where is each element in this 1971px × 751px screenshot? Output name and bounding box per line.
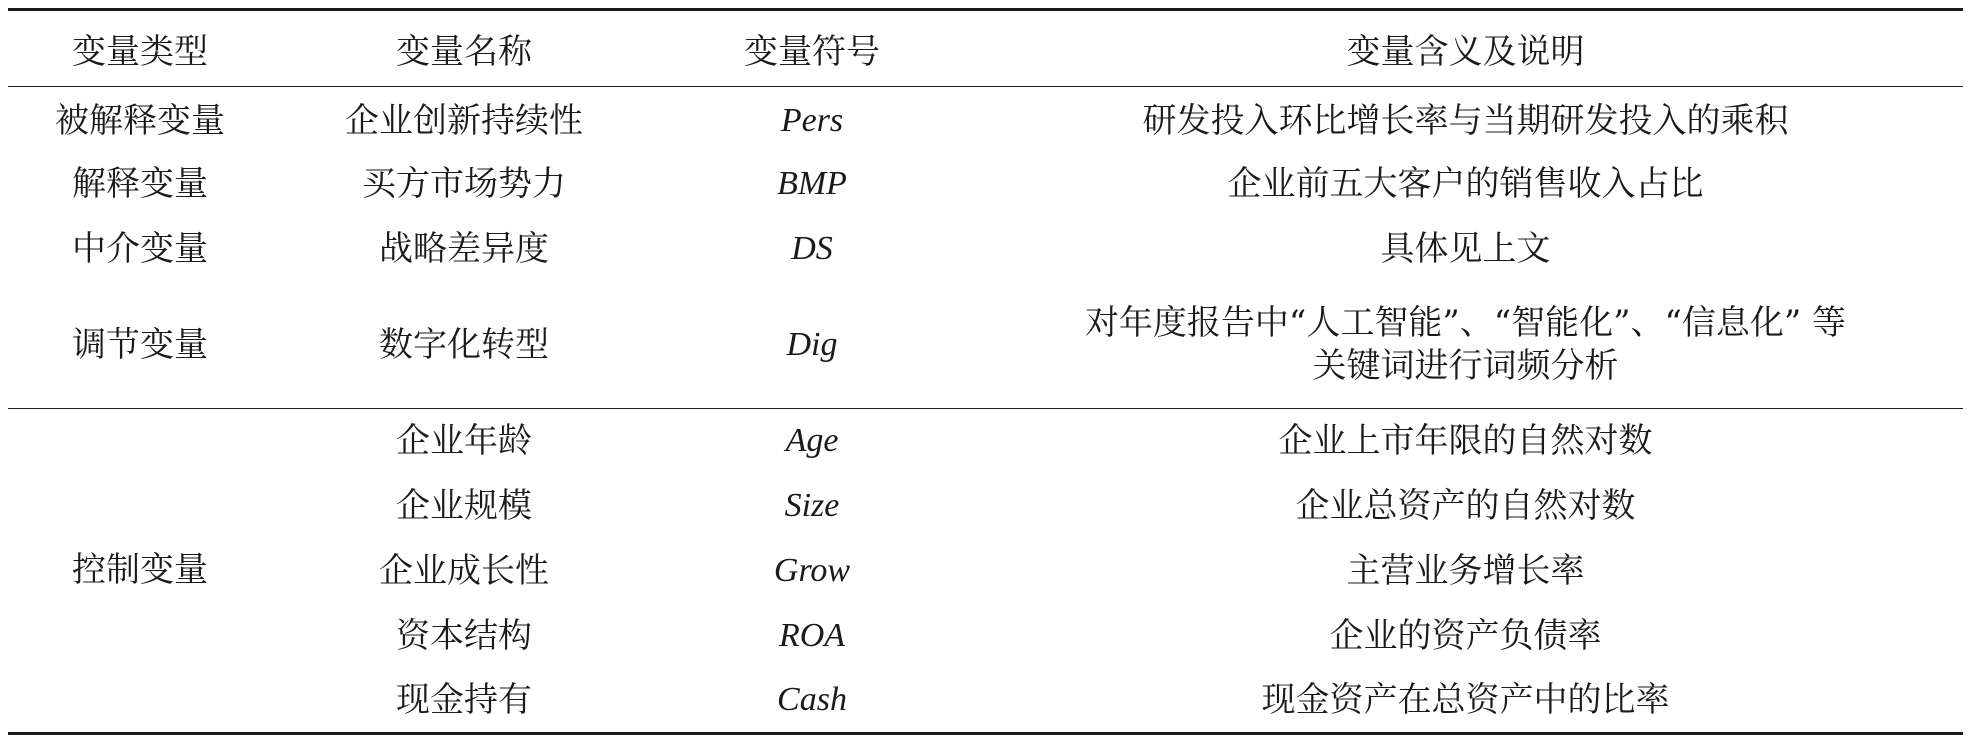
cell-variable-symbol: Cash xyxy=(656,669,968,734)
cell-variable-description: 企业上市年限的自然对数 xyxy=(1278,421,1653,461)
table-row xyxy=(8,409,1963,474)
cell-variable-type: 中介变量 xyxy=(72,228,208,269)
cell-variable-symbol: Size xyxy=(784,486,840,524)
cell-variable-description: 企业前五大客户的销售收入占比 xyxy=(1227,163,1704,204)
cell-variable-type: 解释变量 xyxy=(72,163,208,204)
table-header xyxy=(8,10,1963,87)
cell-variable-symbol: BMP xyxy=(777,164,847,202)
cell-variable-name: 企业创新持续性 xyxy=(345,101,583,141)
table-row xyxy=(8,669,1963,734)
cell-variable-name: 企业年龄 xyxy=(396,421,532,461)
table-row xyxy=(8,282,1963,409)
cell-variable-symbol: Dig xyxy=(656,282,968,409)
cell-variable-name: 战略差异度 xyxy=(379,228,549,269)
table-row xyxy=(8,474,1963,539)
table-row xyxy=(8,217,1963,282)
header-variable-name: 变量名称 xyxy=(272,10,656,87)
table-row xyxy=(8,152,1963,217)
table-row xyxy=(8,87,1963,152)
cell-variable-description: 研发投入环比增长率与当期研发投入的乘积 xyxy=(1142,101,1789,141)
cell-variable-description: 企业总资产的自然对数 xyxy=(1295,485,1636,526)
cell-variable-name: 现金持有 xyxy=(272,669,656,734)
header-variable-description: 变量含义及说明 xyxy=(968,10,1963,87)
cell-variable-symbol: DS xyxy=(791,229,833,267)
cell-variable-symbol: Grow xyxy=(773,551,851,589)
header-variable-type: 变量类型 xyxy=(8,10,272,87)
cell-variable-description: 主营业务增长率 xyxy=(1346,550,1585,591)
cell-variable-name: 资本结构 xyxy=(396,615,532,656)
header-variable-symbol: 变量符号 xyxy=(656,10,968,87)
description-line-2: 关键词进行词频分析 xyxy=(1312,345,1619,386)
cell-variable-name: 企业规模 xyxy=(396,485,532,526)
cell-variable-symbol: Age xyxy=(785,422,839,459)
cell-variable-type: 调节变量 xyxy=(8,282,272,409)
table-row xyxy=(8,604,1963,669)
cell-variable-description xyxy=(968,282,1963,409)
cell-variable-name: 企业成长性 xyxy=(379,550,549,591)
cell-variable-description: 企业的资产负债率 xyxy=(1329,615,1602,656)
cell-variable-name: 数字化转型 xyxy=(272,282,656,409)
table-row xyxy=(8,539,1963,604)
table-body xyxy=(8,87,1963,734)
cell-variable-description: 具体见上文 xyxy=(1380,228,1551,269)
description-line-1: 对年度报告中“人工智能”、“智能化”、“信息化” 等 xyxy=(1084,303,1847,344)
cell-variable-name: 买方市场势力 xyxy=(362,163,566,204)
cell-variable-symbol: Pers xyxy=(780,102,844,139)
header-row xyxy=(8,10,1963,87)
variable-definition-table xyxy=(8,8,1963,735)
cell-variable-type-control: 控制变量 xyxy=(8,409,272,734)
cell-variable-description: 现金资产在总资产中的比率 xyxy=(968,669,1963,734)
cell-variable-type: 被解释变量 xyxy=(55,101,225,141)
cell-variable-symbol: ROA xyxy=(778,616,846,654)
